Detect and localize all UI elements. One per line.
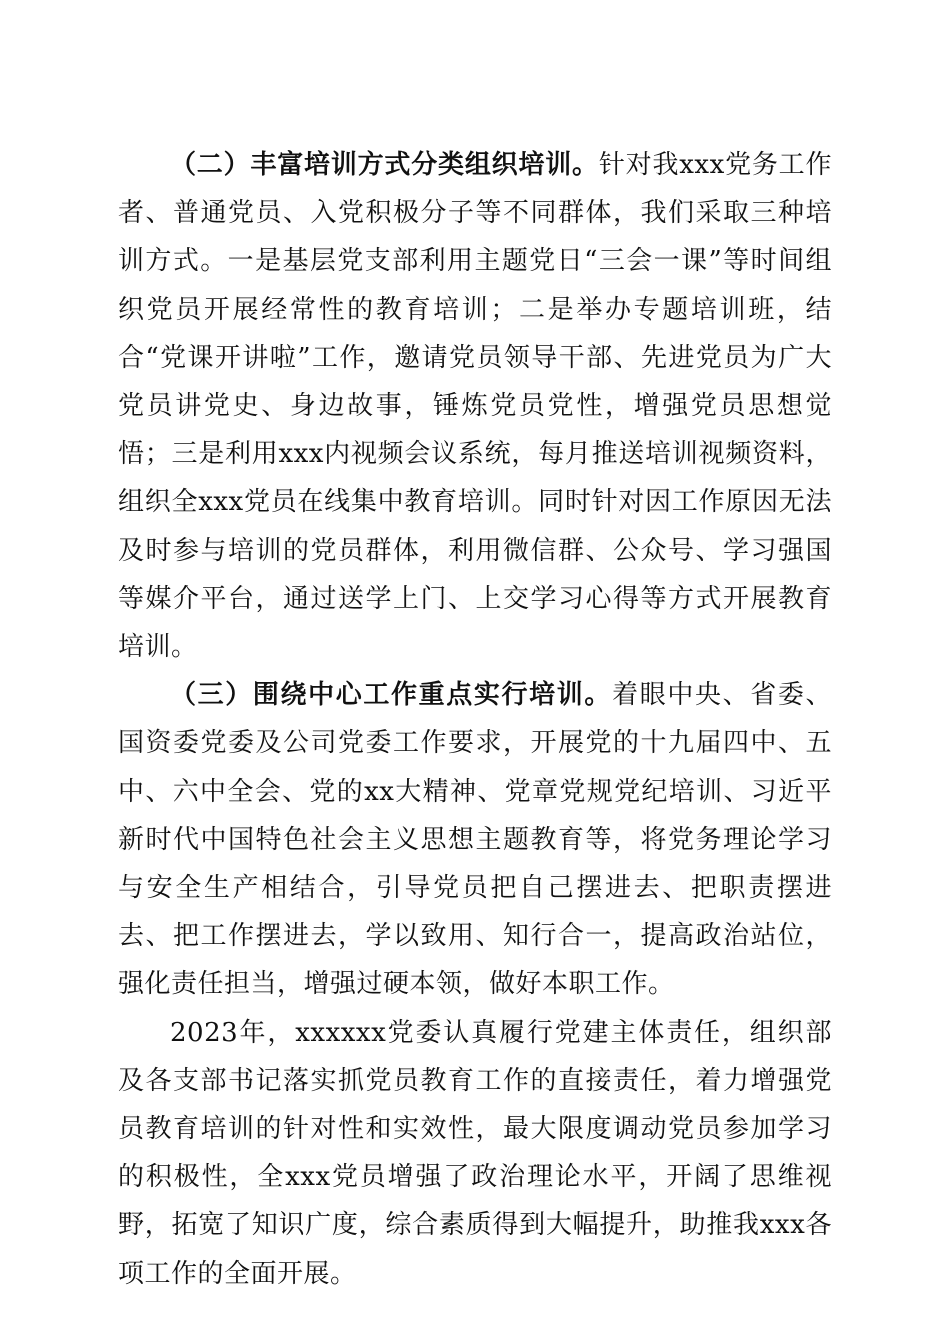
paragraph-text: 2023年，xxxxxx党委认真履行党建主体责任，组织部及各支部书记落实抓党员教育工作的直接责任，着力增强党员教育培训的针对性和实效性，最大限度调动党员参加学习的积极性，全xxx党员增强了政治理论水平，开阔了思维视野，拓宽了知识广度，综合素质得到大幅提升，助推我xxx各项工作的全面开展。 bbox=[118, 1017, 832, 1289]
paragraph-text: 着眼中央、省委、国资委党委及公司党委工作要求，开展党的十九届四中、五中、六中全会、党的xx大精神、党章党规党纪培训、习近平新时代中国特色社会主义思想主题教育等，将党务理论学习与安全生产相结合，引导党员把自己摆进去、把职责摆进去、把工作摆进去，学以致用、知行合一，提高政治站位，强化责任担当，增强过硬本领，做好本职工作。 bbox=[118, 680, 832, 1000]
document-body bbox=[118, 141, 832, 1298]
paragraph-heading: （三）围绕中心工作重点实行培训。 bbox=[170, 680, 613, 711]
paragraph-central-work-training bbox=[118, 671, 832, 1008]
paragraph-heading: （二）丰富培训方式分类组织培训。 bbox=[170, 150, 599, 180]
paragraph-summary-2023 bbox=[118, 1009, 832, 1298]
paragraph-text: 针对我xxx党务工作者、普通党员、入党积极分子等不同群体，我们采取三种培训方式。一是基层党支部利用主题党日“三会一课”等时间组织党员开展经常性的教育培训；二是举办专题培训班，结合“党课开讲啦”工作，邀请党员领导干部、先进党员为广大党员讲党史、身边故事，锤炼党员党性，增强党员思想觉悟；三是利用xxx内视频会议系统，每月推送培训视频资料，组织全xxx党员在线集中教育培训。同时针对因工作原因无法及时参与培训的党员群体，利用微信群、公众号、学习强国等媒介平台，通过送学上门、上交学习心得等方式开展教育培训。 bbox=[118, 150, 832, 663]
paragraph-training-methods bbox=[118, 141, 832, 671]
